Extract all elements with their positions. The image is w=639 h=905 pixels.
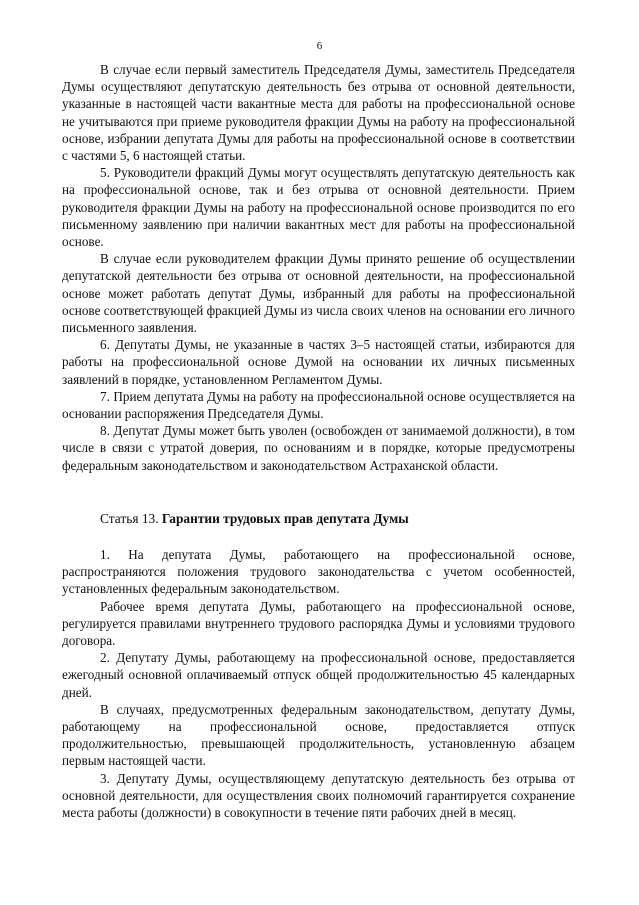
paragraph: 1. На депутата Думы, работающего на профессиональной основе, распространяются положения трудового законодательства с учетом особенностей, установленных федеральным законодательством. [62,547,575,597]
paragraph: В случае если первый заместитель Председателя Думы, заместитель Председателя Думы осуществляют депутатскую деятельность без отрыва от основной деятельности, указанные в настоящей части вакантные места для работы на профессиональной основе не учитываются при приеме руководителя фракции Думы на работу на профессиональной основе, избрании депутата Думы для работы на профессиональной основе в соответствии с частями 5, 6 настоящей статьи. [62,62,575,164]
article-number: Статья 13. [100,511,162,526]
article-heading [100,510,580,527]
article-title: Гарантии трудовых прав депутата Думы [161,511,409,526]
paragraph: 5. Руководители фракций Думы могут осуществлять депутатскую деятельность как на профессиональной основе, так и без отрыва от основной деятельности. Прием руководителя фракции Думы на работу на профессиональной основе производится по его письменному заявлению при наличии вакантных мест для работы на профессиональной основе. [62,165,575,250]
article-13-body [62,546,575,821]
paragraph: Рабочее время депутата Думы, работающего на профессиональной основе, регулируется правилами внутреннего трудового распорядка Думы и условиями трудового договора. [62,598,575,649]
paragraph: В случае если руководителем фракции Думы принято решение об осуществлении депутатской деятельности без отрыва от основной деятельности, на профессиональной основе может работать депутат Думы, избранный для работы на профессиональной основе соответствующей фракцией Думы из числа своих членов на основании его личного письменного заявления. [62,251,575,336]
paragraph: 3. Депутату Думы, осуществляющему депутатскую деятельность без отрыва от основной деятельности, для осуществления своих полномочий гарантируется сохранение места работы (должности) в совокупности в течение пяти рабочих дней в месяц. [62,770,575,821]
page-number: 6 [316,40,323,52]
paragraph: В случаях, предусмотренных федеральным законодательством, депутату Думы, работающему на профессиональной основе, предоставляется отпуск продолжительностью, превышающей продолжительность, установленную абзацем первым настоящей части. [62,701,575,769]
paragraph: 8. Депутат Думы может быть уволен (освобожден от занимаемой должности), в том числе в связи с утратой доверия, по основаниям и в порядке, которые предусмотрены федеральным законодательством и законодательством Астраханской области. [62,423,575,473]
paragraph: 7. Прием депутата Думы на работу на профессиональной основе осуществляется на основании распоряжения Председателя Думы. [62,388,575,422]
paragraph: 2. Депутату Думы, работающему на профессиональной основе, предоставляется ежегодный основной оплачиваемый отпуск общей продолжительностью 45 календарных дней. [62,650,575,700]
article-12-continuation [62,61,575,474]
paragraph: 6. Депутаты Думы, не указанные в частях 3–5 настоящей статьи, избираются для работы на профессиональной основе Думой на основании их личных письменных заявлений в порядке, установленном Регламентом Думы. [62,337,575,387]
